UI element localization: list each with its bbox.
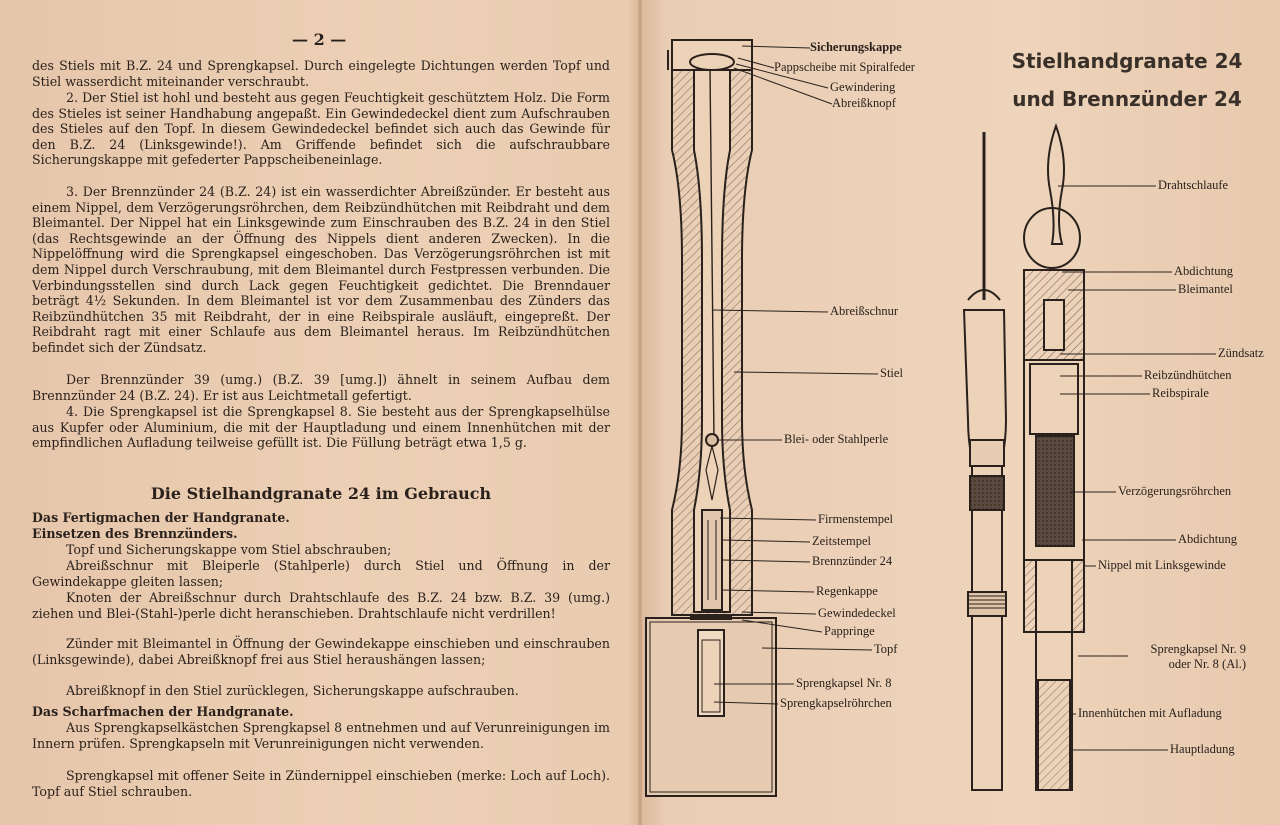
label-drahtschlaufe: Drahtschlaufe	[1158, 178, 1229, 192]
label-sprengkapsel-nr9-line2: oder Nr. 8 (Al.)	[1168, 657, 1246, 671]
subhead-fertigmachen: Das Fertigmachen der Handgranate.	[32, 510, 290, 525]
section-title: Die Stielhandgranate 24 im Gebrauch	[150, 484, 492, 503]
grenade-and-fuze-diagram	[642, 0, 1280, 825]
step-5: Abreißknopf in den Stiel zurücklegen, Sicherungskappe aufschrauben.	[66, 683, 519, 698]
label-abreissschnur: Abreißschnur	[830, 304, 899, 318]
step-1: Topf und Sicherungskappe vom Stiel abschrauben;	[66, 542, 392, 557]
subhead-einsetzen: Einsetzen des Brennzünders.	[32, 526, 238, 541]
grenade-head	[646, 618, 776, 796]
left-text-page	[32, 28, 614, 808]
paragraph-2: 2. Der Stiel ist hohl und besteht aus gegen Feuchtigkeit geschütztem Holz. Die Form des Stieles ist seiner Handhabung angepaßt. Ein Gewindedeckel dient zum Aufschrauben des Stieles auf den Topf. In diesem Gewindedeckel befindet sich auch das Gewinde für den B.Z. 24 (Linksgewinde!). Am Griffende befindet sich die aufschraubbare Sicherungskappe mit gefederter Pappscheibeneinlage.	[32, 90, 610, 168]
fuze-section	[1024, 126, 1084, 790]
label-bleimantel: Bleimantel	[1178, 282, 1233, 296]
label-nippel: Nippel mit Linksgewinde	[1098, 558, 1226, 572]
label-gewindedeckel: Gewindedeckel	[818, 606, 896, 620]
step-7: Sprengkapsel mit offener Seite in Zündernippel einschieben (merke: Loch auf Loch). Topf auf Stiel schrauben.	[32, 768, 610, 799]
grenade-stick	[672, 40, 752, 615]
label-sprengkapsel-nr9-line1: Sprengkapsel Nr. 9	[1150, 642, 1246, 656]
label-stiel: Stiel	[880, 366, 903, 380]
label-verzoegerungsroehrchen: Verzögerungsröhrchen	[1118, 484, 1232, 498]
page-number: — 2 —	[292, 30, 347, 49]
diagram-title-line-2: und Brennzünder 24	[1012, 87, 1242, 111]
label-abdichtung-bottom: Abdichtung	[1178, 532, 1238, 546]
label-firmenstempel: Firmenstempel	[818, 512, 893, 526]
step-3: Knoten der Abreißschnur durch Drahtschlaufe des B.Z. 24 bzw. B.Z. 39 (umg.) ziehen und Blei-(Stahl-)perle dicht heranschieben. Drahtschlaufe nicht verdrillen!	[32, 590, 610, 621]
label-gewindering: Gewindering	[830, 80, 896, 94]
label-zeitstempel: Zeitstempel	[812, 534, 872, 548]
diagram-title-line-1: Stielhandgranate 24	[1011, 49, 1243, 73]
subhead-scharfmachen: Das Scharfmachen der Handgranate.	[32, 704, 294, 719]
label-perle: Blei- oder Stahlperle	[784, 432, 889, 446]
label-hauptladung: Hauptladung	[1170, 742, 1235, 756]
step-4: Zünder mit Bleimantel in Öffnung der Gewindekappe einschieben und einschrauben (Linksgewinde), dabei Abreißknopf frei aus Stiel heraushängen lassen;	[32, 636, 610, 667]
label-brennzuender: Brennzünder 24	[812, 554, 893, 568]
label-sprengkapselroehrchen: Sprengkapselröhrchen	[780, 696, 892, 710]
label-sprengkapsel-nr9	[1130, 642, 1246, 672]
label-zuendsatz: Zündsatz	[1218, 346, 1264, 360]
label-abreissknopf: Abreißknopf	[832, 96, 896, 110]
label-topf: Topf	[874, 642, 898, 656]
paragraph-3: 3. Der Brennzünder 24 (B.Z. 24) ist ein wasserdichter Abreißzünder. Er besteht aus einem Nippel, dem Verzögerungsröhrchen, dem Reibzündhütchen mit Reibdraht und dem Bleimantel. Der Nippel hat ein Linksgewinde zum Einschrauben des B.Z. 24 in den Stiel (das Rechtsgewinde an der Öffnung des Nippels dient anderen Zwecken). In die Nippelöffnung wird die Sprengkapsel eingeschoben. Das Verzögerungsröhrchen ist mit dem Nippel durch Verschraubung, mit dem Bleimantel durch Festpressen verbunden. Die Verbindungsstellen sind durch Lack gegen Feuchtigkeit gedichtet. Die Brenndauer beträgt 4½ Sekunden. In dem Bleimantel ist vor dem Zusammenbau des Zünders das Reibzündhütchen 35 mit Reibdraht, der in eine Reibspirale ausläuft, eingepreßt. Der Reibdraht ragt mit einer Schlaufe aus dem Bleimantel heraus. Im Reibzündhütchen befindet sich der Zündsatz.	[32, 184, 610, 355]
label-sprengkapsel-nr8: Sprengkapsel Nr. 8	[796, 676, 892, 690]
label-sicherungskappe: Sicherungskappe	[810, 40, 902, 54]
fuze-exterior	[964, 132, 1006, 790]
label-reibzuendhuetchen: Reibzündhütchen	[1144, 368, 1232, 382]
step-6: Aus Sprengkapselkästchen Sprengkapsel 8 entnehmen und auf Verunreinigungen im Innern prüfen. Sprengkapseln mit Verunreinigungen nicht verwenden.	[32, 720, 610, 751]
paragraph-5: 4. Die Sprengkapsel ist die Sprengkapsel 8. Sie besteht aus der Sprengkapselhülse aus Kupfer oder Aluminium, die mit der Hauptladung und einem Innenhütchen mit der empfindlichen Aufladung teilweise gefüllt ist. Die Füllung beträgt etwa 1,5 g.	[32, 404, 610, 451]
label-abdichtung-top: Abdichtung	[1174, 264, 1234, 278]
label-pappringe: Pappringe	[824, 624, 875, 638]
right-diagram-page	[642, 0, 1280, 825]
label-innenhuetchen: Innenhütchen mit Aufladung	[1078, 706, 1222, 720]
step-2: Abreißschnur mit Bleiperle (Stahlperle) durch Stiel und Öffnung in der Gewindekappe gleiten lassen;	[32, 558, 610, 589]
label-pappscheibe: Pappscheibe mit Spiralfeder	[774, 60, 915, 74]
label-regenkappe: Regenkappe	[816, 584, 878, 598]
label-reibspirale: Reibspirale	[1152, 386, 1209, 400]
paragraph-1: des Stiels mit B.Z. 24 und Sprengkapsel. Durch eingelegte Dichtungen werden Topf und Stiel wasserdicht miteinander verschraubt.	[32, 58, 610, 89]
paragraph-4: Der Brennzünder 39 (umg.) (B.Z. 39 [umg.]) ähnelt in seinem Aufbau dem Brennzünder 24 (B.Z. 24). Er ist aus Leichtmetall gefertigt.	[32, 372, 610, 403]
